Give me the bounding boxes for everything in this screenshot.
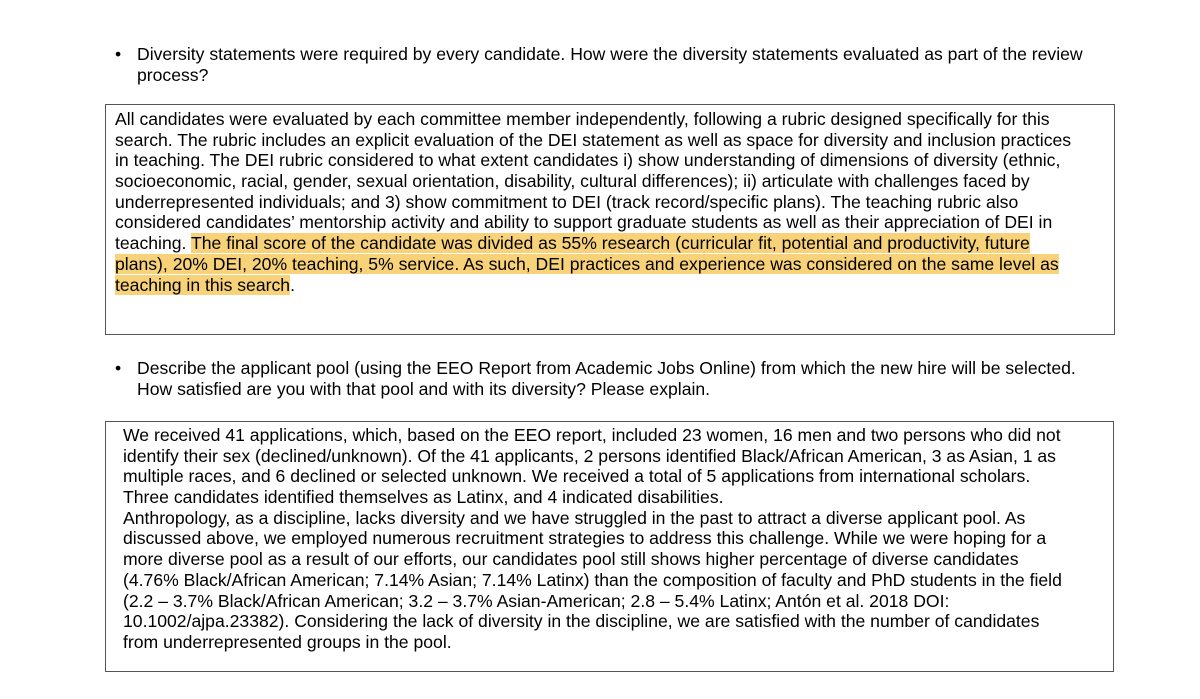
- answer-2-line: identify their sex (declined/unknown). Of the 41 applicants, 2 persons identified Black/African American, 3 as Asian, 1 as: [123, 445, 1056, 466]
- answer-2-text: [123, 425, 1062, 653]
- answer-1-line: underrepresented individuals; and 3) show commitment to DEI (track record/specific plans). The teaching rubric also: [115, 191, 1019, 212]
- highlighted-text: plans), 20% DEI, 20% teaching, 5% service. As such, DEI practices and experience was considered on the same level as: [115, 253, 1059, 274]
- bullet-marker: •: [115, 358, 122, 378]
- answer-2-line: multiple races, and 6 declined or selected unknown. We received a total of 5 applications from international scholars.: [123, 466, 1031, 487]
- answer-2-line: (2.2 – 3.7% Black/African American; 3.2 – 3.7% Asian-American; 2.8 – 5.4% Latinx; Antón et al. 2018 DOI:: [123, 590, 950, 611]
- answer-2-line: Anthropology, as a discipline, lacks diversity and we have struggled in the past to attract a diverse applicant pool. As: [123, 507, 1026, 528]
- answer-1-line: [115, 254, 1071, 275]
- answer-1-line: teaching in this search.: [115, 274, 295, 295]
- answer-1-line: in teaching. The DEI rubric considered to what extent candidates i) show understanding of dimensions of diversity (ethnic,: [115, 150, 1061, 171]
- question-1-line: process?: [137, 64, 209, 85]
- answer-1-line: considered candidates’ mentorship activity and ability to support graduate students as well as their appreciation of DEI in: [115, 212, 1053, 233]
- answer-2-line: 10.1002/ajpa.23382). Considering the lack of diversity in the discipline, we are satisfied with the number of candidates: [123, 611, 1040, 632]
- answer-1-box: [105, 104, 1115, 335]
- answer-2-line: from underrepresented groups in the pool.: [123, 631, 452, 652]
- answer-1-line: search. The rubric includes an explicit evaluation of the DEI statement as well as space for diversity and inclusion practices: [115, 129, 1072, 150]
- answer-1-line: All candidates were evaluated by each committee member independently, following a rubric designed specifically for this: [115, 109, 1050, 129]
- answer-1-line: teaching. The final score of the candidate was divided as 55% research (curricular fit, potential and productivity, future: [115, 233, 1030, 254]
- answer-2-line: more diverse pool as a result of our efforts, our candidates pool still shows higher percentage of diverse candidates: [123, 549, 1019, 570]
- question-1-line: Diversity statements were required by every candidate. How were the diversity statements evaluated as part of the review: [137, 44, 1083, 64]
- answer-1-line: socioeconomic, racial, gender, sexual orientation, disability, cultural differences); ii) articulate with challenges faced by: [115, 171, 1030, 192]
- answer-2-line: Three candidates identified themselves as Latinx, and 4 indicated disabilities.: [123, 487, 724, 508]
- bullet-marker: •: [115, 44, 122, 64]
- question-1-text: [137, 44, 1083, 85]
- answer-2-box: [105, 421, 1114, 672]
- answer-2-line: We received 41 applications, which, based on the EEO report, included 23 women, 16 men and two persons who did not: [123, 425, 1061, 445]
- highlighted-text: The final score of the candidate was divided as 55% research (curricular fit, potential and productivity, future: [190, 233, 1030, 254]
- answer-1-text: [115, 109, 1071, 295]
- question-2-text: [137, 358, 1076, 399]
- question-2-line: How satisfied are you with that pool and with its diversity? Please explain.: [137, 378, 711, 399]
- highlighted-text: teaching in this search: [115, 274, 291, 295]
- answer-2-line: discussed above, we employed numerous recruitment strategies to address this challenge. While we were hoping for a: [123, 528, 1047, 549]
- question-2-line: Describe the applicant pool (using the EEO Report from Academic Jobs Online) from which the new hire will be selected.: [137, 358, 1076, 378]
- answer-2-line: (4.76% Black/African American; 7.14% Asian; 7.14% Latinx) than the composition of faculty and PhD students in the field: [123, 569, 1062, 590]
